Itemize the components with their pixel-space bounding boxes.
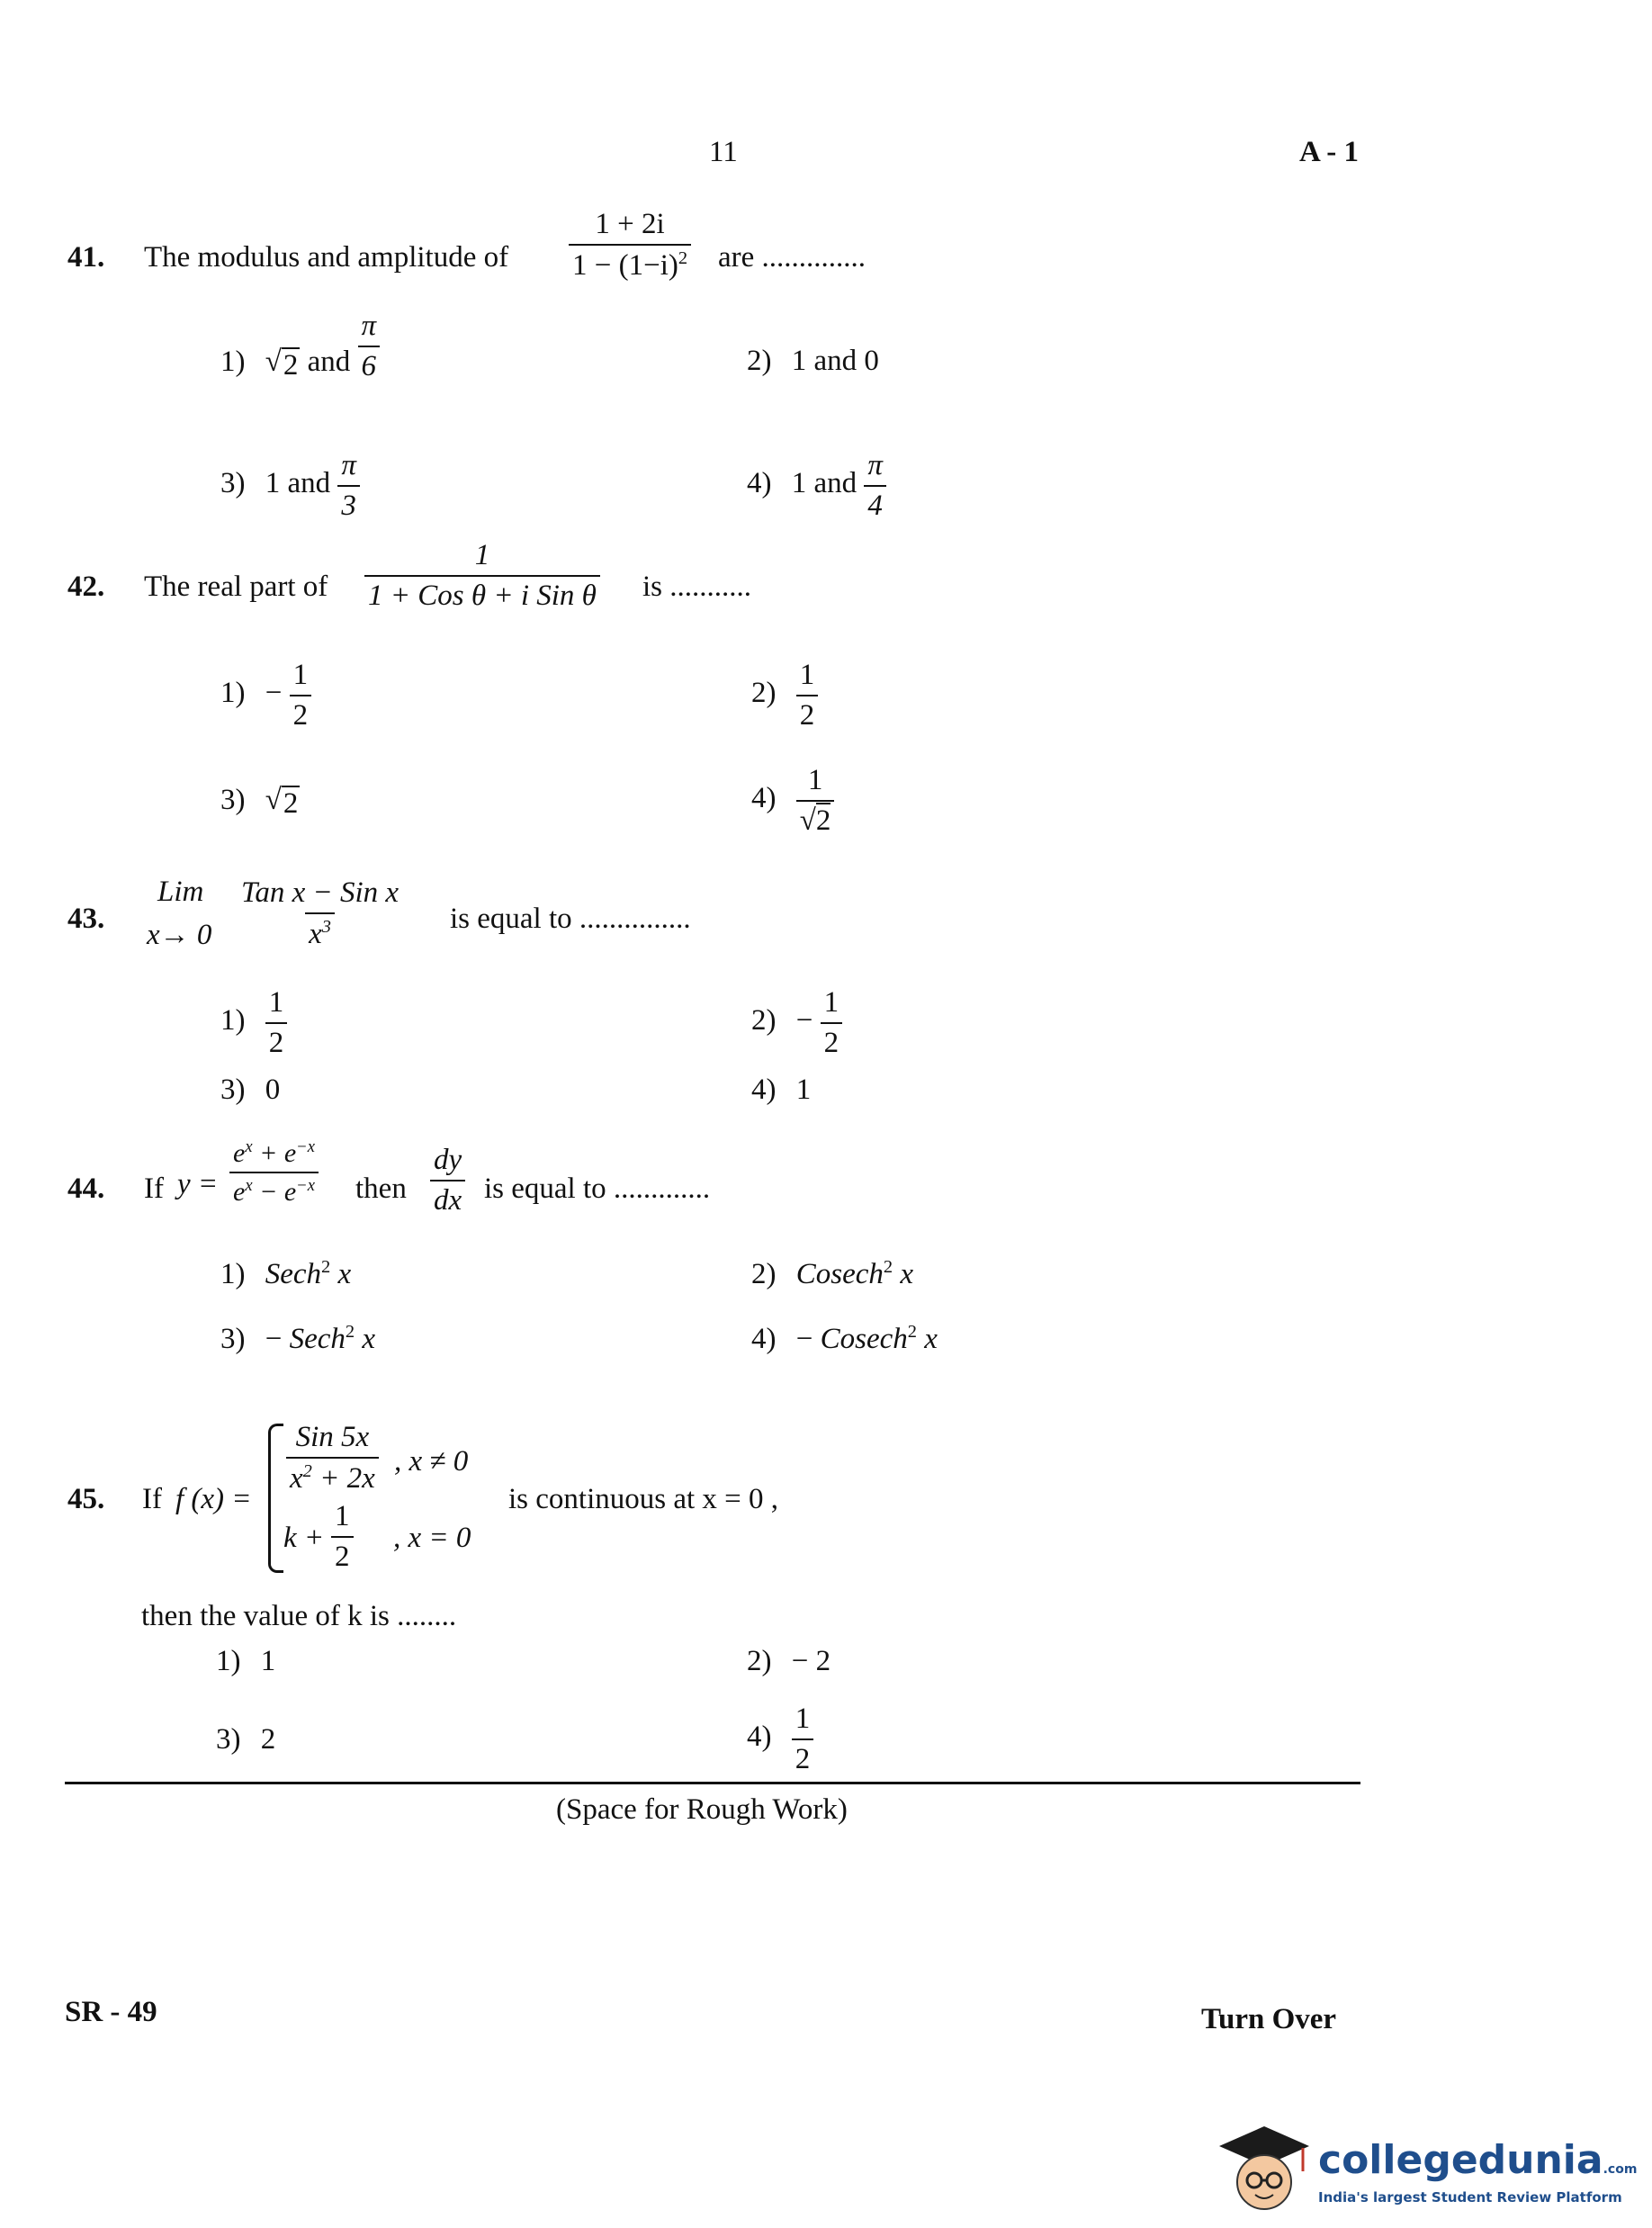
option-label: 1) xyxy=(220,1258,246,1290)
option-text: 1 xyxy=(795,1074,812,1106)
question-stem-suffix: is continuous at x = 0 , xyxy=(508,1483,779,1515)
question-stem: The modulus and amplitude of xyxy=(144,241,509,274)
limit-approach: x→ 0 xyxy=(147,919,212,951)
option-text: and xyxy=(307,346,351,379)
denominator: 1 − (1−i) xyxy=(572,248,678,282)
collegedunia-logo[interactable] xyxy=(1215,2119,1638,2218)
option-label: 4) xyxy=(751,1323,777,1355)
option-label: 4) xyxy=(751,1074,777,1106)
question-stem-suffix: is equal to ............... xyxy=(450,903,691,935)
piecewise-brace xyxy=(268,1424,283,1573)
option-label: 2) xyxy=(751,677,777,710)
option-text: 1 and xyxy=(791,467,857,500)
option-1[interactable]: 1) − $\frac{1}{2}$ xyxy=(220,660,311,731)
option-3[interactable]: 3) − Sech$^2$ x xyxy=(220,1322,376,1355)
option-label: 1) xyxy=(220,346,246,379)
option-3[interactable] xyxy=(220,1075,280,1105)
option-text: 1 and 0 xyxy=(791,345,879,377)
option-label: 4) xyxy=(747,1720,772,1754)
option-1[interactable]: 1) √ 2 and $\frac{\pi}{6}$ xyxy=(220,346,380,382)
question-number: 45. xyxy=(67,1483,105,1515)
turn-over-label: Turn Over xyxy=(1201,2003,1337,2035)
option-label: 3) xyxy=(216,1723,241,1756)
option-text: − 2 xyxy=(791,1645,831,1677)
case-2-k: k + xyxy=(283,1522,325,1554)
option-label: 2) xyxy=(747,1645,772,1677)
option-label: 1) xyxy=(216,1645,241,1677)
option-2[interactable]: 2) Cosech$^2$ x xyxy=(751,1257,914,1290)
then-word: then xyxy=(355,1172,407,1205)
option-1[interactable]: 1) Sech$^2$ x xyxy=(220,1257,352,1290)
option-4[interactable]: 4) 1 and $\frac{\pi}{4}$ xyxy=(747,450,886,521)
question-number: 44. xyxy=(67,1172,105,1205)
exponent: 2 xyxy=(678,247,688,268)
option-2[interactable] xyxy=(747,1647,830,1676)
option-text: 1 xyxy=(260,1645,276,1677)
option-label: 4) xyxy=(747,467,772,500)
option-3[interactable]: 3) 1 and $\frac{\pi}{3}$ xyxy=(220,450,360,521)
option-label: 1) xyxy=(220,677,246,710)
fx-equals: f (x) = xyxy=(175,1483,252,1515)
option-label: 2) xyxy=(751,1258,777,1290)
option-label: 3) xyxy=(220,1323,246,1355)
expression-fraction: $\frac{\text{Tan x − Sin x}}{x^3}$ xyxy=(241,876,400,950)
question-stem: The real part of xyxy=(144,570,328,603)
question-number: 41. xyxy=(67,241,105,274)
option-2[interactable]: 2) − $\frac{1}{2}$ xyxy=(751,987,842,1058)
option-2[interactable]: 2) $\frac{1}{2}$ xyxy=(751,660,818,731)
option-3[interactable]: 3) √ 2 xyxy=(220,784,299,820)
case-1-fraction: $\frac{\text{Sin 5x}}{x^2 + 2x}$ xyxy=(286,1422,379,1494)
option-label: 2) xyxy=(751,1004,777,1038)
option-text: 0 xyxy=(265,1074,281,1106)
option-4[interactable]: 4) $\frac{1}{√2}$ xyxy=(751,765,834,836)
case-2-fraction: $\frac{1}{2}$ xyxy=(331,1501,354,1572)
if-word: If xyxy=(142,1483,162,1515)
option-text: 2 xyxy=(260,1723,276,1756)
option-4[interactable]: 4) $\frac{1}{2}$ xyxy=(747,1703,813,1774)
question-number: 43. xyxy=(67,903,105,935)
if-word: If xyxy=(144,1172,164,1205)
mascot-icon xyxy=(1215,2119,1314,2218)
option-text: 1 and xyxy=(265,467,331,500)
question-stem-suffix: are .............. xyxy=(718,241,866,274)
case-1-condition: , x ≠ 0 xyxy=(394,1445,469,1478)
option-label: 2) xyxy=(747,345,772,377)
case-2-condition: , x = 0 xyxy=(393,1522,471,1554)
limit-word: Lim xyxy=(157,876,204,908)
option-label: 3) xyxy=(220,467,246,500)
question-stem-line-2: then the value of k is ........ xyxy=(141,1600,457,1632)
option-3[interactable] xyxy=(216,1725,275,1755)
option-1[interactable] xyxy=(216,1647,275,1676)
expression-fraction: $\frac{e^x + e^{-x}}{e^x - e^{-x}}$ xyxy=(229,1138,319,1206)
question-stem-suffix: is ........... xyxy=(642,570,752,603)
option-label: 4) xyxy=(751,782,777,815)
question-number: 42. xyxy=(67,570,105,603)
expression-fraction xyxy=(569,209,691,281)
expression-fraction: $\frac{1}{\text{1 + Cos θ + i Sin θ}}$ xyxy=(364,540,600,611)
option-1[interactable]: 1) $\frac{1}{2}$ xyxy=(220,987,287,1058)
sqrt-sign: √ 2 xyxy=(265,346,299,382)
booklet-code: A - 1 xyxy=(1299,136,1359,168)
logo-tagline: India's largest Student Review Platform xyxy=(1318,2189,1622,2206)
footer-code: SR - 49 xyxy=(65,1996,157,2028)
option-4[interactable] xyxy=(751,1075,811,1105)
numerator: 1 + 2i xyxy=(595,208,665,240)
page-number: 11 xyxy=(709,136,738,168)
option-4[interactable]: 4) − Cosech$^2$ x xyxy=(751,1322,938,1355)
question-stem-suffix: is equal to ............. xyxy=(484,1172,711,1205)
y-equals: y = xyxy=(177,1168,219,1200)
rough-work-label: (Space for Rough Work) xyxy=(556,1793,848,1826)
derivative: $\frac{dy}{dx}$ xyxy=(430,1145,465,1216)
rough-work-divider xyxy=(65,1782,1360,1784)
option-2[interactable] xyxy=(747,346,879,376)
logo-wordmark: collegedunia.com xyxy=(1318,2137,1638,2183)
option-label: 3) xyxy=(220,784,246,816)
option-label: 1) xyxy=(220,1004,246,1038)
option-label: 3) xyxy=(220,1074,246,1106)
